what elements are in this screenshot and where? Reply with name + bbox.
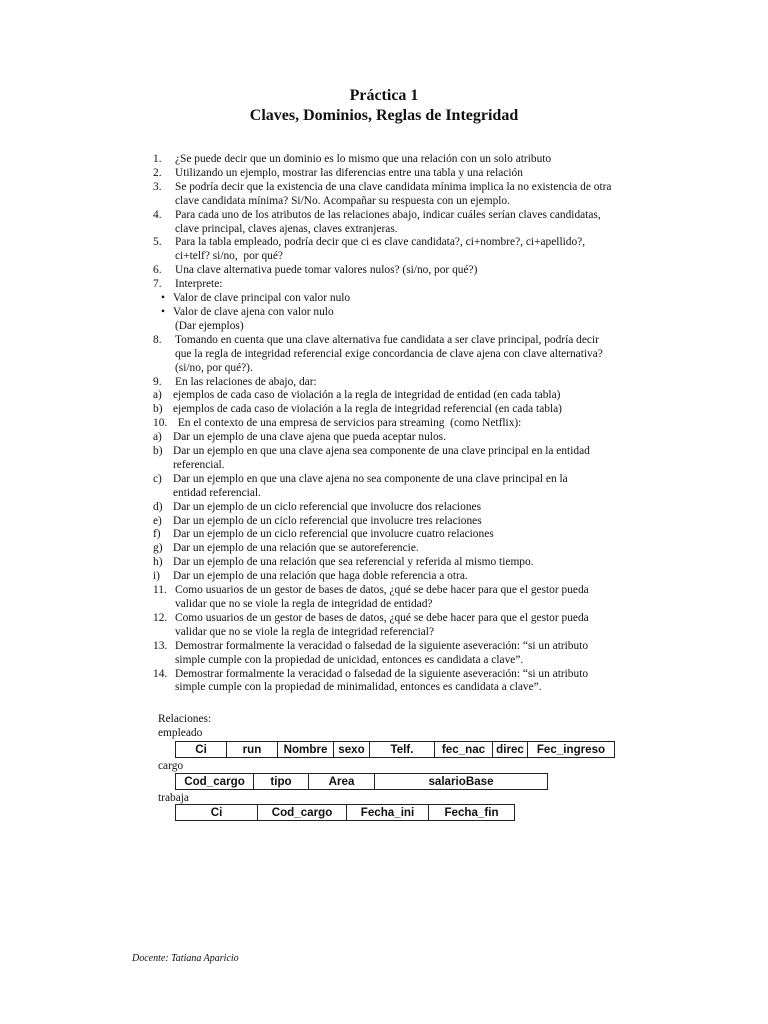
question-line	[153, 250, 633, 264]
table-cell: tipo	[254, 774, 309, 790]
question-text: Utilizando un ejemplo, mostrar las diferencias entre una tabla y una relación	[175, 166, 523, 179]
question-line	[153, 264, 633, 278]
question-line	[153, 181, 633, 195]
question-number: 12.	[153, 611, 168, 624]
bullet-item	[153, 306, 633, 320]
question-number: 10.	[153, 417, 168, 430]
question-number	[153, 598, 175, 612]
table-cell: Fecha_ini	[347, 805, 429, 821]
question-line	[153, 598, 633, 612]
cargo-label: cargo	[158, 760, 184, 772]
bullet-icon: •	[161, 292, 165, 305]
subquestion-text: Dar un ejemplo en que una clave ajena no sea componente de una clave principal en la	[173, 472, 568, 485]
subquestion-letter: f)	[153, 528, 161, 541]
question-text: validar que no se viole la regla de integridad referencial?	[175, 625, 435, 638]
subquestion-text: Dar un ejemplo de una relación que sea referencial y referida al mismo tiempo.	[173, 556, 534, 569]
subquestion-text: Dar un ejemplo de una relación que haga doble referencia a otra.	[173, 570, 468, 583]
table-cell: sexo	[334, 742, 370, 758]
question-number: 6.	[153, 264, 162, 277]
question-text: clave principal, claves ajenas, claves extranjeras.	[175, 222, 398, 235]
bullet-icon: •	[161, 305, 165, 318]
question-line	[153, 626, 633, 640]
trabaja-label: trabaja	[158, 792, 189, 804]
subquestion-line	[153, 445, 633, 459]
question-text: Demostrar formalmente la veracidad o falsedad de la siguiente aseveración: “si un atributo	[175, 667, 589, 680]
page-title: Práctica 1	[349, 87, 419, 104]
bullet-text: Valor de clave principal con valor nulo	[173, 292, 351, 305]
question-line	[153, 612, 633, 626]
question-text: simple cumple con la propiedad de unicidad, entonces es candidata a clave”.	[175, 653, 524, 666]
subquestion-letter: b)	[153, 403, 163, 416]
question-text: Para cada uno de los atributos de las relaciones abajo, indicar cuáles serían claves candidatas,	[175, 208, 601, 221]
subquestion-line	[153, 556, 633, 570]
question-line	[153, 584, 633, 598]
subquestion-line	[153, 542, 633, 556]
subquestion-text: Dar un ejemplo de un ciclo referencial que involucre dos relaciones	[173, 500, 482, 513]
question-line	[153, 223, 633, 237]
trabaja-table	[175, 804, 515, 821]
subquestion-letter	[153, 459, 173, 473]
question-line	[153, 278, 633, 292]
question-text: Demostrar formalmente la veracidad o falsedad de la siguiente aseveración: “si un atributo	[175, 639, 589, 652]
question-text: simple cumple con la propiedad de minimalidad, entonces es candidata a clave”.	[175, 681, 542, 694]
subquestion-letter: b)	[153, 445, 163, 458]
question-text: Una clave alternativa puede tomar valores nulos? (si/no, por qué?)	[175, 264, 478, 277]
question-line	[153, 362, 633, 376]
question-line	[153, 153, 633, 167]
table-cell: Ci	[176, 742, 227, 758]
question-number	[153, 626, 175, 640]
question-line	[153, 654, 633, 668]
table-cell: Telf.	[370, 742, 435, 758]
question-text: Como usuarios de un gestor de bases de datos, ¿qué se debe hacer para que el gestor pueda	[175, 584, 589, 597]
subquestion-text: Dar un ejemplo de una clave ajena que pueda aceptar nulos.	[173, 431, 446, 444]
question-number	[153, 654, 175, 668]
question-text: Como usuarios de un gestor de bases de datos, ¿qué se debe hacer para que el gestor pueda	[175, 611, 589, 624]
question-line	[153, 320, 633, 334]
subquestion-letter: g)	[153, 542, 163, 555]
page-subtitle: Claves, Dominios, Reglas de Integridad	[249, 107, 519, 124]
question-number: 7.	[153, 278, 162, 291]
question-number	[153, 348, 175, 362]
relations-heading: Relaciones:	[158, 713, 212, 725]
question-text: Interprete:	[175, 278, 223, 291]
question-text: validar que no se viole la regla de integridad de entidad?	[175, 598, 433, 610]
table-cell: run	[227, 742, 278, 758]
question-number: 3.	[153, 180, 162, 193]
question-text: (Dar ejemplos)	[175, 319, 244, 332]
subquestion-line	[153, 528, 633, 542]
subquestion-line	[153, 515, 633, 529]
question-text: que la regla de integridad referencial exige concordancia de clave ajena con clave alternativa?	[175, 347, 603, 360]
table-cell: Nombre	[278, 742, 334, 758]
question-line	[153, 195, 633, 209]
subquestion-letter: i)	[153, 570, 160, 583]
question-number	[153, 195, 175, 209]
question-line	[153, 334, 633, 348]
subquestion-line	[153, 487, 633, 501]
subquestion-letter: a)	[153, 431, 162, 444]
question-number	[153, 681, 175, 695]
question-number: 2.	[153, 166, 162, 179]
question-number: 8.	[153, 333, 162, 346]
table-cell: fec_nac	[435, 742, 493, 758]
question-number: 4.	[153, 208, 162, 221]
question-line	[153, 640, 633, 654]
cargo-table	[175, 773, 548, 790]
question-line	[153, 348, 633, 362]
question-line	[153, 668, 633, 682]
question-line	[153, 209, 633, 223]
table-cell: Cod_cargo	[258, 805, 347, 821]
question-number: 14.	[153, 667, 168, 680]
question-text: Se podría decir que la existencia de una clave candidata mínima implica la no existencia de otra	[175, 180, 612, 193]
question-number	[153, 320, 175, 334]
subquestion-line	[153, 473, 633, 487]
question-text: (si/no, por qué?).	[175, 361, 253, 374]
subquestion-text: Dar un ejemplo de un ciclo referencial que involucre tres relaciones	[173, 514, 482, 527]
subquestion-line	[153, 459, 633, 473]
subquestion-text: ejemplos de cada caso de violación a la regla de integridad referencial (en cada tabla)	[173, 403, 562, 416]
footer-teacher: Docente: Tatiana Aparicio	[132, 953, 239, 964]
question-number	[153, 362, 175, 376]
table-cell: Fecha_fin	[429, 805, 515, 821]
subquestion-text: referencial.	[173, 458, 225, 471]
question-number: 11.	[153, 584, 167, 597]
question-text: En las relaciones de abajo, dar:	[175, 375, 317, 388]
subquestion-line	[153, 501, 633, 515]
question-text: clave candidata mínima? Si/No. Acompañar su respuesta con un ejemplo.	[175, 194, 510, 207]
subquestion-letter: d)	[153, 500, 163, 513]
question-number: 1.	[153, 153, 162, 165]
question-line	[153, 236, 633, 250]
question-line	[153, 417, 633, 431]
table-cell: Ci	[176, 805, 258, 821]
subquestion-text: Dar un ejemplo en que una clave ajena sea componente de una clave principal en la entidad	[173, 445, 590, 458]
bullet-text: Valor de clave ajena con valor nulo	[173, 305, 334, 318]
question-text: ¿Se puede decir que un dominio es lo mismo que una relación con un solo atributo	[175, 153, 552, 165]
subquestion-letter: e)	[153, 514, 162, 527]
table-cell: direc	[493, 742, 528, 758]
empleado-table	[175, 741, 615, 758]
subquestion-letter	[153, 487, 173, 501]
subquestion-letter: c)	[153, 472, 162, 485]
table-cell: Cod_cargo	[176, 774, 254, 790]
table-cell: Area	[309, 774, 375, 790]
question-number	[153, 223, 175, 237]
table-cell: salarioBase	[375, 774, 548, 790]
subquestion-text: Dar un ejemplo de un ciclo referencial que involucre cuatro relaciones	[173, 528, 494, 541]
question-number: 13.	[153, 639, 168, 652]
empleado-label: empleado	[158, 727, 203, 739]
subquestion-line	[153, 389, 633, 403]
question-number: 9.	[153, 375, 162, 388]
subquestion-line	[153, 403, 633, 417]
subquestion-letter: a)	[153, 389, 162, 402]
question-text: Tomando en cuenta que una clave alternativa fue candidata a ser clave principal, podría decir	[175, 333, 599, 346]
question-number: 5.	[153, 236, 162, 249]
question-text: En el contexto de una empresa de servicios para streaming (como Netflix):	[175, 417, 522, 430]
bullet-item	[153, 292, 633, 306]
subquestion-text: ejemplos de cada caso de violación a la regla de integridad de entidad (en cada tabla)	[173, 389, 561, 402]
subquestion-line	[153, 431, 633, 445]
question-line	[153, 167, 633, 181]
question-number	[153, 250, 175, 264]
subquestion-text: entidad referencial.	[173, 486, 261, 499]
subquestion-text: Dar un ejemplo de una relación que se autoreferencie.	[173, 542, 419, 555]
subquestion-line	[153, 570, 633, 584]
subquestion-letter: h)	[153, 556, 163, 569]
question-text: ci+telf? si/no, por qué?	[175, 250, 283, 263]
question-line	[153, 681, 633, 695]
question-text: Para la tabla empleado, podría decir que ci es clave candidata?, ci+nombre?, ci+apellido?,	[175, 236, 586, 249]
question-list	[153, 153, 633, 695]
table-cell: Fec_ingreso	[528, 742, 615, 758]
question-line	[153, 376, 633, 390]
